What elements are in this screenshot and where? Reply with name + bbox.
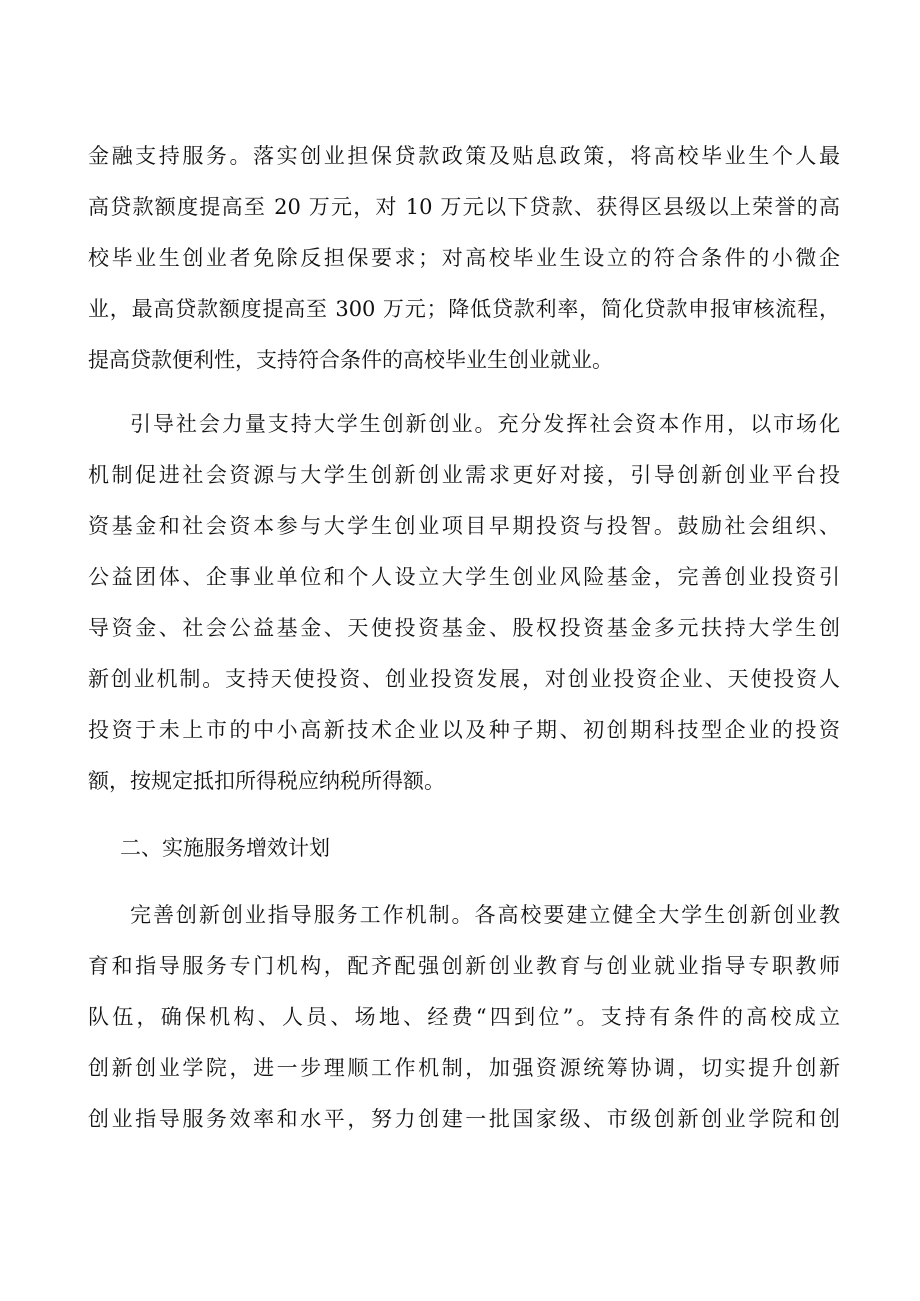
paragraph-2-line-4: 公益团体、企事业单位和个人设立大学生创业风险基金，完善创业投资引: [88, 565, 840, 589]
paragraph-1-line-1: 金融支持服务。落实创业担保贷款政策及贴息政策，将高校毕业生个人最: [88, 144, 840, 168]
paragraph-3-line-5: 创业指导服务效率和水平，努力创建一批国家级、市级创新创业学院和创: [88, 1107, 840, 1131]
paragraph-2-line-1: 引导社会力量支持大学生创新创业。充分发挥社会资本作用，以市场化: [130, 412, 840, 436]
paragraph-1-line-4: 业，最高贷款额度提高至 300 万元；降低贷款利率，简化贷款申报审核流程，: [88, 297, 840, 321]
paragraph-3-line-1: 完善创新创业指导服务工作机制。各高校要建立健全大学生创新创业教: [130, 903, 840, 927]
paragraph-1-line-2: 高贷款额度提高至 20 万元，对 10 万元以下贷款、获得区县级以上荣誉的高: [88, 195, 840, 219]
paragraph-2-line-2: 机制促进社会资源与大学生创新创业需求更好对接，引导创新创业平台投: [88, 463, 840, 487]
paragraph-2-line-6: 新创业机制。支持天使投资、创业投资发展，对创业投资企业、天使投资人: [88, 667, 840, 691]
paragraph-3-line-4: 创新创业学院，进一步理顺工作机制，加强资源统筹协调，切实提升创新: [88, 1056, 840, 1080]
paragraph-2-line-8: 额，按规定抵扣所得税应纳税所得额。: [88, 769, 445, 793]
paragraph-1-line-5: 提高贷款便利性，支持符合条件的高校毕业生创业就业。: [88, 348, 613, 372]
paragraph-2-line-7: 投资于未上市的中小高新技术企业以及种子期、初创期科技型企业的投资: [88, 718, 840, 742]
paragraph-3-line-3: 队伍，确保机构、人员、场地、经费“四到位”。支持有条件的高校成立: [88, 1005, 840, 1029]
paragraph-3-line-2: 育和指导服务专门机构，配齐配强创新创业教育与创业就业指导专职教师: [88, 954, 840, 978]
section-heading: 二、实施服务增效计划: [120, 836, 330, 860]
paragraph-2-line-3: 资基金和社会资本参与大学生创业项目早期投资与投智。鼓励社会组织、: [88, 514, 840, 538]
paragraph-2-line-5: 导资金、社会公益基金、天使投资基金、股权投资基金多元扶持大学生创: [88, 616, 840, 640]
paragraph-1-line-3: 校毕业生创业者免除反担保要求；对高校毕业生设立的符合条件的小微企: [88, 246, 840, 270]
